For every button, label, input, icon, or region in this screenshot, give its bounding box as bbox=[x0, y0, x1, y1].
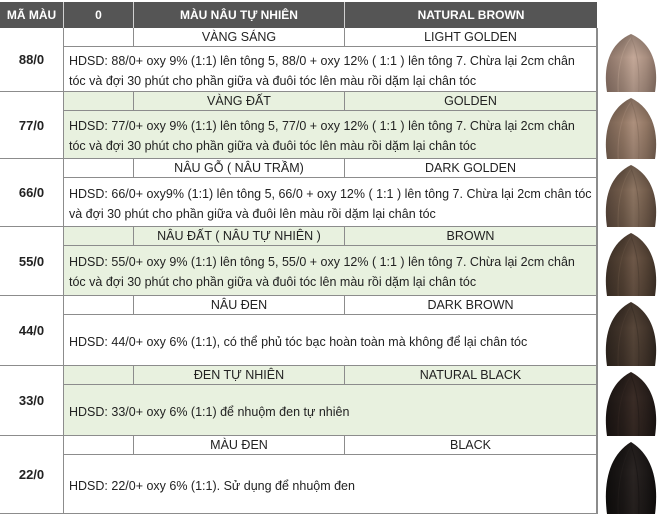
color-code: 66/0 bbox=[0, 159, 64, 227]
hair-swatch-image bbox=[599, 296, 663, 366]
empty-cell bbox=[64, 366, 134, 385]
usage-instructions: HDSD: 55/0+ oxy 9% (1:1) lên tông 5, 55/0 + oxy 12% ( 1:1 ) lên tông 7. Chừa lại 2cm chân tóc và đợi 30 phút cho phần giữa và đuôi tóc lên màu rồi dặm lại chân tóc bbox=[64, 246, 597, 296]
color-name-vn: NÂU GỖ ( NÂU TRẦM) bbox=[134, 159, 345, 178]
color-name-vn: ĐEN TỰ NHIÊN bbox=[134, 366, 345, 385]
table-right-border bbox=[597, 28, 598, 514]
color-name-en: GOLDEN bbox=[345, 92, 597, 111]
color-name-vn: VÀNG ĐẤT bbox=[134, 92, 345, 111]
color-name-en: DARK GOLDEN bbox=[345, 159, 597, 178]
hair-swatch-image bbox=[599, 227, 663, 296]
usage-instructions: HDSD: 22/0+ oxy 6% (1:1). Sử dụng để nhuộm đen bbox=[64, 455, 597, 514]
color-name-en: LIGHT GOLDEN bbox=[345, 28, 597, 47]
usage-instructions: HDSD: 33/0+ oxy 6% (1:1) để nhuộm đen tự nhiên bbox=[64, 385, 597, 436]
empty-cell bbox=[64, 159, 134, 178]
usage-instructions: HDSD: 77/0+ oxy 9% (1:1) lên tông 5, 77/0 + oxy 12% ( 1:1 ) lên tông 7. Chừa lại 2cm chân tóc và đợi 30 phút cho phần giữa và đuôi tóc lên màu rồi dặm lại chân tóc bbox=[64, 111, 597, 159]
color-name-vn: MÀU ĐEN bbox=[134, 436, 345, 455]
color-name-vn: NÂU ĐEN bbox=[134, 296, 345, 315]
empty-cell bbox=[64, 92, 134, 111]
color-name-en: NATURAL BLACK bbox=[345, 366, 597, 385]
header-vietnamese-name: MÀU NÂU TỰ NHIÊN bbox=[134, 2, 345, 28]
empty-cell bbox=[64, 227, 134, 246]
color-code: 22/0 bbox=[0, 436, 64, 514]
usage-instructions: HDSD: 44/0+ oxy 6% (1:1), có thể phủ tóc bạc hoàn toàn mà không để lại chân tóc bbox=[64, 315, 597, 366]
hair-swatch-image bbox=[599, 92, 663, 159]
color-name-vn: NÂU ĐẤT ( NÂU TỰ NHIÊN ) bbox=[134, 227, 345, 246]
empty-cell bbox=[64, 28, 134, 47]
color-code: 55/0 bbox=[0, 227, 64, 296]
color-code: 77/0 bbox=[0, 92, 64, 159]
color-name-vn: VÀNG SÁNG bbox=[134, 28, 345, 47]
header-english-name: NATURAL BROWN bbox=[345, 2, 597, 28]
empty-cell bbox=[64, 296, 134, 315]
color-code: 88/0 bbox=[0, 28, 64, 92]
hair-swatch-image bbox=[599, 28, 663, 92]
color-name-en: BLACK bbox=[345, 436, 597, 455]
color-code: 33/0 bbox=[0, 366, 64, 436]
header-zero: 0 bbox=[64, 2, 134, 28]
hair-swatch-image bbox=[599, 366, 663, 436]
color-name-en: BROWN bbox=[345, 227, 597, 246]
usage-instructions: HDSD: 88/0+ oxy 9% (1:1) lên tông 5, 88/0 + oxy 12% ( 1:1 ) lên tông 7. Chừa lại 2cm chân tóc và đợi 30 phút cho phần giữa và đuôi tóc lên màu rồi dặm lại chân tóc bbox=[64, 47, 597, 92]
color-name-en: DARK BROWN bbox=[345, 296, 597, 315]
usage-instructions: HDSD: 66/0+ oxy9% (1:1) lên tông 5, 66/0 + oxy 12% ( 1:1 ) lên tông 7. Chừa lại 2cm chân tóc và đợi 30 phút cho phần giữa và đuôi lên màu rồi dặm lại chân tóc bbox=[64, 178, 597, 227]
header-code: MÃ MÀU bbox=[0, 2, 64, 28]
color-code: 44/0 bbox=[0, 296, 64, 366]
hair-swatch-image bbox=[599, 436, 663, 514]
hair-swatch-image bbox=[599, 159, 663, 227]
empty-cell bbox=[64, 436, 134, 455]
